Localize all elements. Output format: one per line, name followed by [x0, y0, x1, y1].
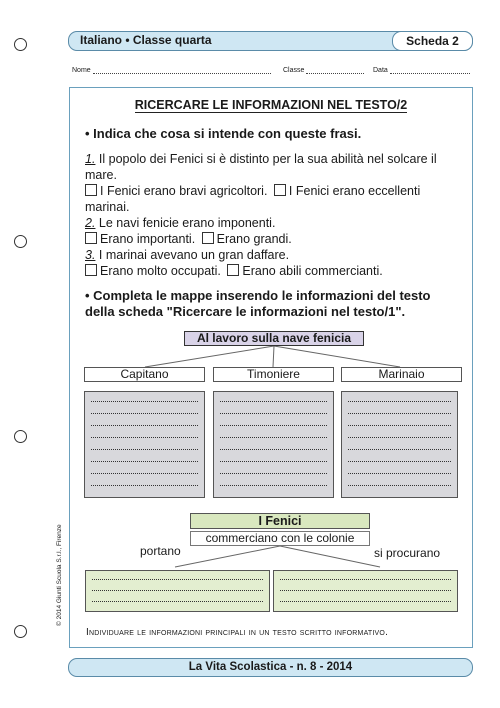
map2-sub-label: commerciano con le colonie: [190, 531, 370, 546]
writing-line: [348, 485, 451, 486]
objective-note: Individuare le informazioni principali in un testo scritto informativo.: [86, 627, 389, 638]
exercise1-instruction: • Indica che cosa si intende con queste frasi.: [85, 126, 362, 141]
answer-box-capitano[interactable]: [84, 391, 205, 498]
writing-line: [348, 413, 451, 414]
option-label: Erano abili commercianti.: [242, 264, 383, 278]
writing-line: [348, 437, 451, 438]
writing-line: [348, 473, 451, 474]
writing-line: [220, 461, 327, 462]
question-sentence: Le navi fenicie erano imponenti.: [98, 216, 276, 230]
option-label: I Fenici erano eccellenti marinai.: [85, 184, 421, 214]
writing-line: [348, 449, 451, 450]
writing-line: [280, 590, 451, 591]
copyright-text: © 2014 Giunti Scuola S.r.l., Firenze: [56, 524, 63, 626]
label-portano: portano: [140, 544, 181, 558]
date-label: Data: [373, 67, 388, 74]
writing-line: [220, 425, 327, 426]
writing-line: [220, 473, 327, 474]
writing-line: [91, 485, 198, 486]
writing-line: [91, 437, 198, 438]
writing-line: [280, 579, 451, 580]
option-label: I Fenici erano bravi agricoltori.: [100, 184, 268, 198]
writing-line: [348, 401, 451, 402]
worksheet-title: RICERCARE LE INFORMAZIONI NEL TESTO/2: [134, 98, 408, 112]
writing-line: [220, 485, 327, 486]
option-label: Erano importanti.: [100, 232, 196, 246]
writing-line: [220, 449, 327, 450]
writing-line: [92, 590, 263, 591]
writing-line: [92, 579, 263, 580]
question-number: 1.: [85, 152, 96, 166]
writing-line: [348, 425, 451, 426]
class-label: Classe: [283, 67, 305, 74]
exercise2-instruction-line2: della scheda "Ricercare le informazioni nel testo/1".: [85, 304, 406, 319]
writing-line: [91, 401, 198, 402]
category-timoniere: Timoniere: [213, 367, 334, 382]
name-label: Nome: [72, 67, 91, 74]
writing-line: [220, 413, 327, 414]
answer-box-timoniere[interactable]: [213, 391, 334, 498]
option-label: Erano grandi.: [216, 232, 292, 246]
writing-line: [348, 461, 451, 462]
question-number: 2.: [85, 216, 96, 230]
scheda-label: Scheda 2: [392, 31, 473, 51]
map1-root-label: Al lavoro sulla nave fenicia: [184, 331, 364, 346]
writing-line: [91, 473, 198, 474]
magazine-footer: La Vita Scolastica - n. 8 - 2014: [68, 658, 473, 677]
exercise2-instruction-line1: • Completa le mappe inserendo le informazioni del testo: [85, 288, 431, 303]
label-si-procurano: si procurano: [374, 546, 441, 560]
answer-box-marinaio[interactable]: [341, 391, 458, 498]
writing-line: [220, 437, 327, 438]
answer-box-portano[interactable]: [85, 570, 270, 612]
map2-root-label: I Fenici: [190, 513, 370, 529]
writing-line: [91, 425, 198, 426]
question-sentence: Il popolo dei Fenici si è distinto per la sua abilità nel solcare il mare.: [85, 152, 437, 182]
option-label: Erano molto occupati.: [100, 264, 221, 278]
writing-line: [91, 449, 198, 450]
question-sentence: I marinai avevano un gran daffare.: [98, 248, 290, 262]
writing-line: [91, 413, 198, 414]
answer-box-si-procurano[interactable]: [273, 570, 458, 612]
writing-line: [91, 461, 198, 462]
header-title: Italiano • Classe quarta: [80, 33, 212, 47]
writing-line: [92, 601, 263, 602]
question-number: 3.: [85, 248, 96, 262]
category-capitano: Capitano: [84, 367, 205, 382]
category-marinaio: Marinaio: [341, 367, 462, 382]
writing-line: [220, 401, 327, 402]
writing-line: [280, 601, 451, 602]
